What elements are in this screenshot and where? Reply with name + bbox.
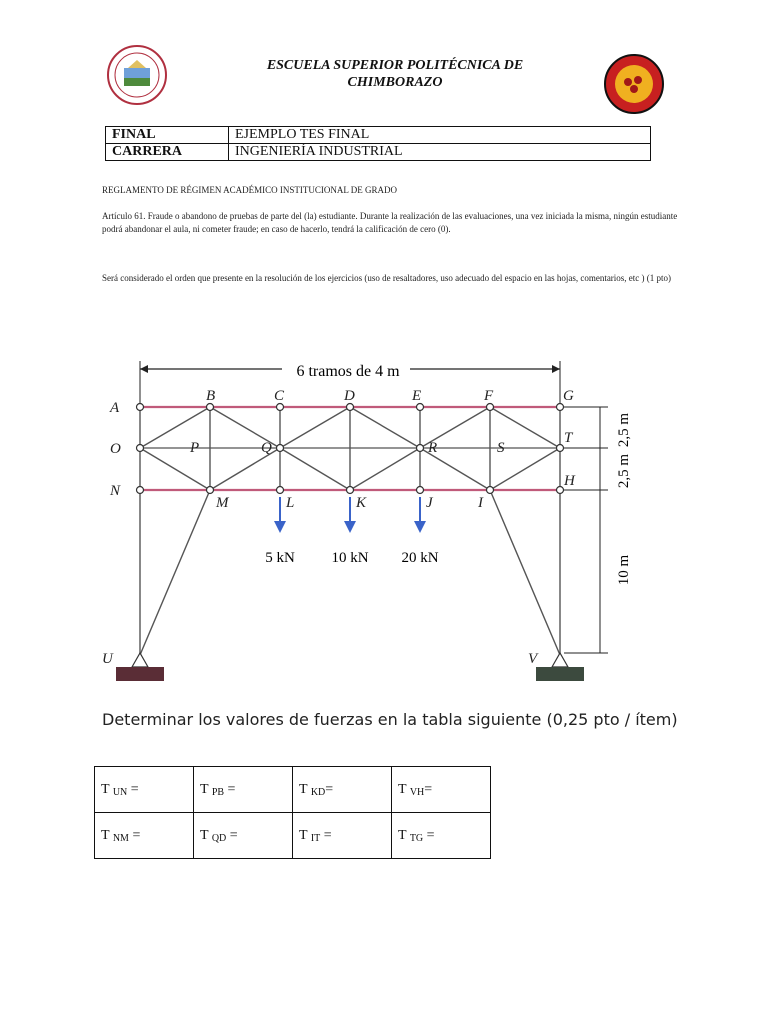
- forces-row: [95, 767, 491, 813]
- support-u: [116, 653, 164, 681]
- regulation-title: REGLAMENTO DE RÉGIMEN ACADÉMICO INSTITUCIONAL DE GRADO: [102, 185, 397, 195]
- load-label: 5 kN: [265, 550, 295, 566]
- force-cell-kd[interactable]: T $_{KD}$=: [293, 767, 392, 813]
- load-label: 10 kN: [331, 550, 369, 566]
- node-label-m: M: [216, 495, 229, 511]
- faculty-logo: [603, 53, 665, 115]
- force-cell-vh[interactable]: T $_{VH}$=: [392, 767, 491, 813]
- school-title-line1: ESCUELA SUPERIOR POLITÉCNICA DE: [266, 58, 524, 73]
- info-value: INGENIERÍA INDUSTRIAL: [229, 144, 651, 161]
- support-v: [536, 653, 584, 681]
- node-label-g: G: [563, 388, 574, 404]
- info-row-carrera: [106, 144, 651, 161]
- node-label-p: P: [190, 440, 200, 456]
- question-text: Determinar los valores de fuerzas en la tabla siguiente (0,25 pto / ítem): [102, 710, 678, 729]
- node-label-k: K: [356, 495, 367, 511]
- node-label-c: C: [274, 388, 285, 404]
- node-label-a: A: [110, 400, 120, 416]
- regulation-article: Artículo 61. Fraude o abandono de pruebas de parte del (la) estudiante. Durante la realización de las evaluaciones, una vez iniciada la misma, ningún estudiante podrá abandonar el aula, ni cometer fraude; en caso de hacerlo, tendrá la calificación de cero (0).: [102, 211, 678, 234]
- dim-top: 2,5 m: [616, 412, 632, 448]
- node-label-l: L: [286, 495, 295, 511]
- load-label: 20 kN: [401, 550, 439, 566]
- node-label-j: J: [426, 495, 433, 511]
- span-label: 6 tramos de 4 m: [296, 363, 400, 380]
- forces-row: [95, 813, 491, 859]
- dim-bottom: 10 m: [616, 554, 632, 586]
- info-key: CARRERA: [106, 144, 229, 161]
- force-cell-qd[interactable]: T $_{QD}$ =: [194, 813, 293, 859]
- node-label-o: O: [110, 441, 121, 457]
- info-row-final: [106, 127, 651, 144]
- node-label-s: S: [497, 440, 505, 456]
- school-title-line2: CHIMBORAZO: [347, 75, 443, 90]
- espoch-logo: [106, 44, 168, 106]
- force-cell-pb[interactable]: T $_{PB}$ =: [194, 767, 293, 813]
- node-label-i: I: [478, 495, 483, 511]
- node-label-d: D: [344, 388, 355, 404]
- node-label-e: E: [412, 388, 422, 404]
- node-label-r: R: [428, 440, 438, 456]
- node-label-b: B: [206, 388, 216, 404]
- order-note: Será considerado el orden que presente en la resolución de los ejercicios (uso de resaltadores, uso adecuado del espacio en las hojas, comentarios, etc ) (1 pto): [102, 273, 672, 283]
- node-label-n: N: [110, 483, 121, 499]
- dim-mid: 2,5 m: [616, 453, 632, 489]
- info-key: FINAL: [106, 127, 229, 144]
- load-arrows: [274, 497, 426, 533]
- force-cell-it[interactable]: T $_{IT}$ =: [293, 813, 392, 859]
- force-cell-un[interactable]: T $_{UN}$ =: [95, 767, 194, 813]
- node-label-u: U: [102, 651, 113, 667]
- node-label-f: F: [484, 388, 494, 404]
- truss-figure: [98, 355, 658, 694]
- forces-table: [94, 766, 491, 859]
- node-label-v: V: [528, 651, 538, 667]
- force-cell-nm[interactable]: T $_{NM}$ =: [95, 813, 194, 859]
- school-title: [200, 57, 590, 91]
- force-cell-tg[interactable]: T $_{TG}$ =: [392, 813, 491, 859]
- node-label-h: H: [564, 473, 575, 489]
- node-label-t: T: [564, 430, 573, 446]
- info-value: EJEMPLO TES FINAL: [229, 127, 651, 144]
- node-label-q: Q: [261, 440, 272, 456]
- info-table: [105, 126, 651, 161]
